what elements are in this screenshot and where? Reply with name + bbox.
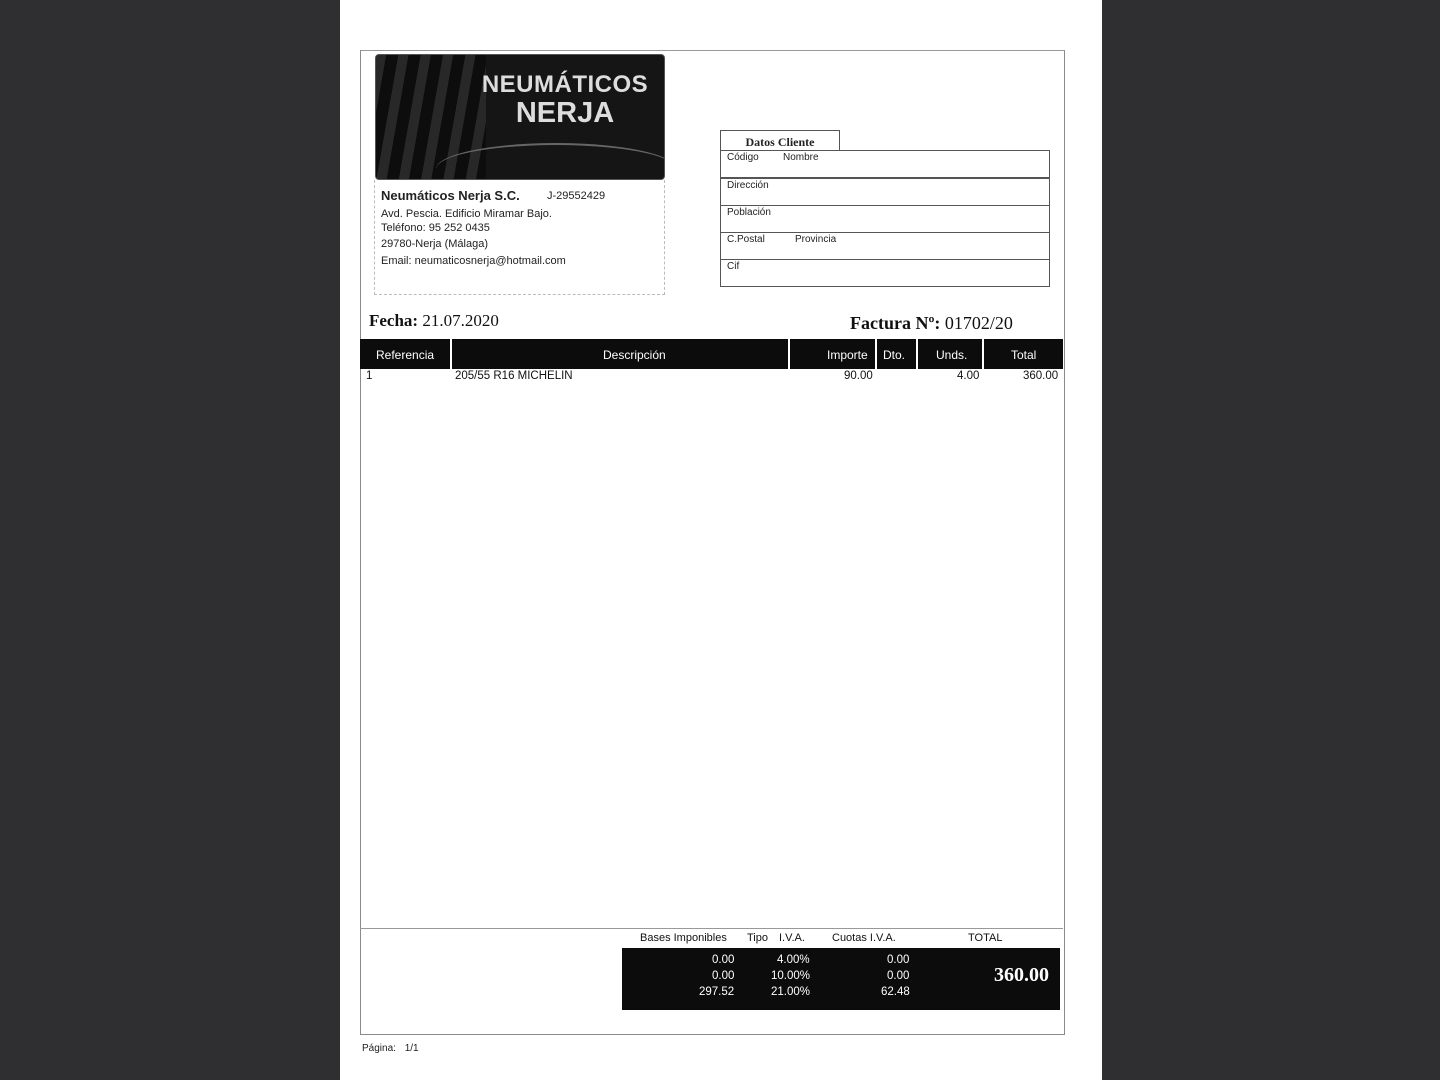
row-total: 360.00 — [1023, 370, 1059, 382]
client-row-direccion — [720, 178, 1050, 206]
base-value: 0.00 — [712, 954, 735, 966]
invoice-date — [369, 311, 499, 331]
tipo-value: 10.00% — [771, 970, 811, 982]
col-importe: Importe — [827, 348, 868, 362]
factura-label: Factura Nº: — [850, 313, 941, 333]
base-value: 0.00 — [712, 970, 735, 982]
cuota-value: 0.00 — [887, 970, 910, 982]
items-table-header — [360, 339, 1063, 369]
row-unds: 4.00 — [957, 370, 980, 382]
iva-label: I.V.A. — [779, 932, 805, 944]
tipo-value: 21.00% — [771, 986, 811, 998]
col-dto: Dto. — [883, 348, 906, 362]
col-divider — [788, 339, 790, 369]
pagina-value: 1/1 — [404, 1043, 419, 1054]
logo-line1: NEUMÁTICOS — [481, 71, 649, 98]
direccion-label: Dirección — [727, 180, 769, 191]
provincia-label: Provincia — [795, 234, 837, 245]
client-row-cpostal — [720, 232, 1050, 260]
tipo-label: Tipo — [747, 932, 768, 944]
col-divider — [875, 339, 877, 369]
col-divider — [450, 339, 452, 369]
invoice-page — [340, 0, 1102, 1080]
client-row-cif — [720, 259, 1050, 287]
factura-value: 01702/20 — [944, 313, 1013, 333]
col-descripcion: Descripción — [603, 348, 666, 362]
row-descripcion: 205/55 R16 MICHELIN — [455, 370, 573, 382]
nombre-label: Nombre — [783, 152, 819, 163]
row-referencia: 1 — [366, 370, 373, 382]
cuota-value: 62.48 — [881, 986, 910, 998]
cpostal-label: C.Postal — [727, 234, 765, 245]
fecha-label: Fecha: — [369, 311, 419, 330]
base-value: 297.52 — [699, 986, 735, 998]
company-info — [374, 180, 665, 295]
invoice-number — [850, 313, 1013, 334]
totals-divider — [360, 928, 1063, 929]
company-email: Email: neumaticosnerja@hotmail.com — [381, 255, 566, 267]
col-divider — [982, 339, 984, 369]
company-address: Avd. Pescia. Edificio Miramar Bajo. — [381, 208, 552, 220]
tipo-value: 4.00% — [777, 954, 810, 966]
logo-line2: NERJA — [515, 97, 615, 129]
client-data-box — [720, 130, 1050, 290]
client-row-codigo — [720, 150, 1050, 178]
cuota-value: 0.00 — [887, 954, 910, 966]
client-row-poblacion — [720, 205, 1050, 233]
bases-label: Bases Imponibles — [640, 932, 727, 944]
total-label: TOTAL — [968, 932, 1003, 944]
company-phone: Teléfono: 95 252 0435 — [381, 222, 490, 234]
company-logo — [375, 54, 665, 180]
grand-total: 360.00 — [994, 964, 1049, 986]
company-cif: J-29552429 — [547, 190, 606, 202]
page-number — [362, 1043, 419, 1054]
company-city: 29780-Nerja (Málaga) — [381, 238, 488, 250]
client-data-title: Datos Cliente — [720, 130, 840, 150]
fecha-value: 21.07.2020 — [422, 311, 499, 330]
cuotas-label: Cuotas I.V.A. — [832, 932, 896, 944]
poblacion-label: Población — [727, 207, 771, 218]
col-unds: Unds. — [936, 348, 968, 362]
col-total: Total — [1011, 348, 1037, 362]
codigo-label: Código — [727, 152, 759, 163]
col-referencia: Referencia — [376, 348, 435, 362]
company-name: Neumáticos Nerja S.C. — [381, 188, 520, 203]
pagina-label: Página: — [362, 1043, 396, 1054]
cif-label: Cif — [727, 261, 740, 272]
col-divider — [916, 339, 918, 369]
totals-box — [622, 948, 1060, 1010]
row-importe: 90.00 — [844, 370, 873, 382]
